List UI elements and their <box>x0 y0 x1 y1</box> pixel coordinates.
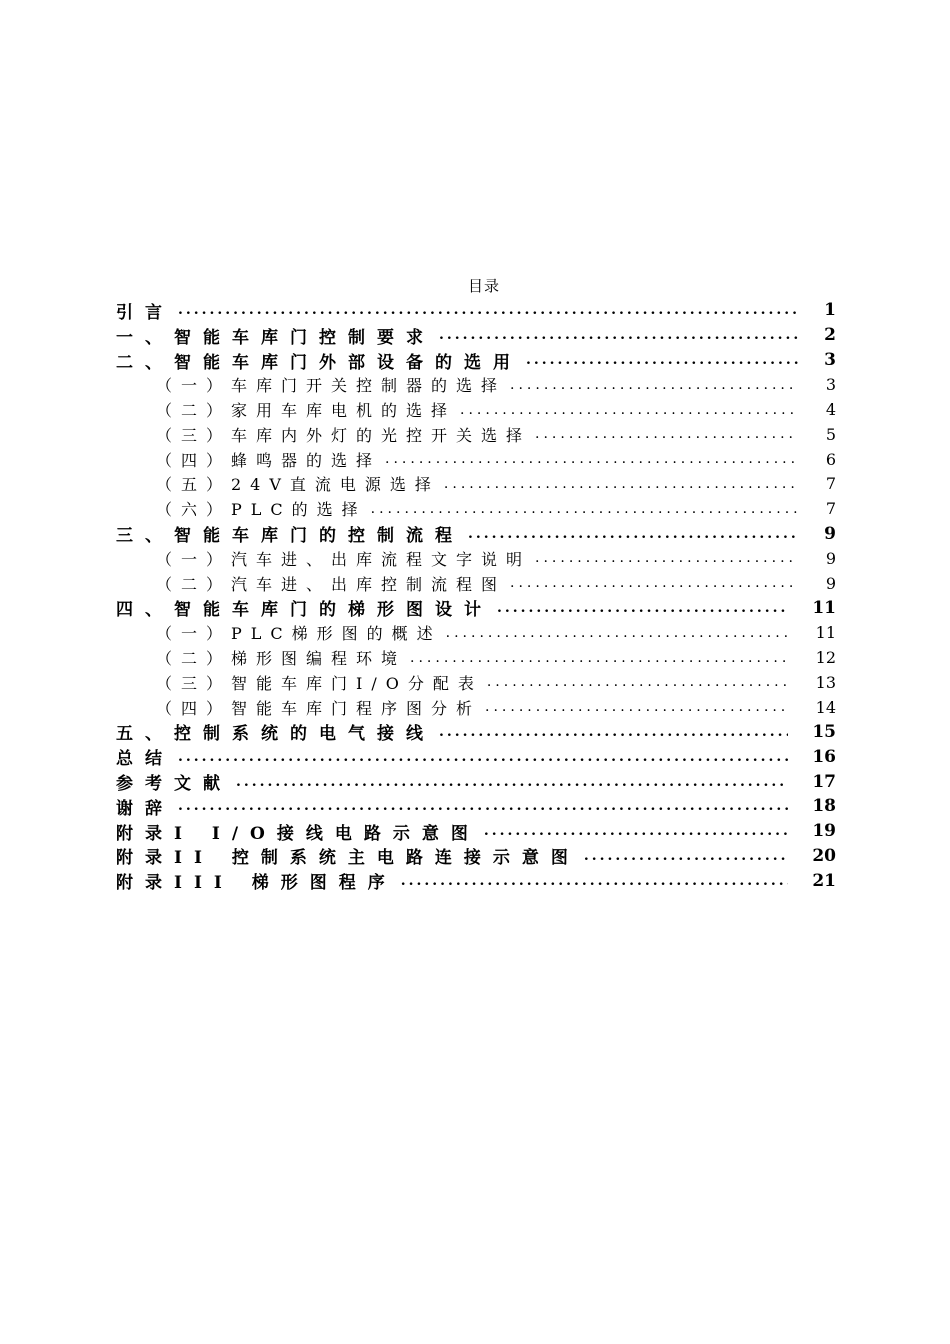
toc-entry-text: （一）PLC梯形图的概述 <box>156 624 442 644</box>
toc-page-number: 4 <box>825 400 836 420</box>
toc-page-number: 5 <box>825 424 836 444</box>
dot-leader <box>371 501 798 517</box>
toc-entry[interactable] <box>116 472 836 497</box>
dot-leader <box>236 774 788 790</box>
dot-leader <box>444 476 798 492</box>
toc-title: 目录 <box>467 277 500 295</box>
toc-entry[interactable] <box>116 348 836 373</box>
toc-entry-text: （三）智能车库门I/O分配表 <box>156 673 483 693</box>
toc-entry-text: （四）蜂鸣器的选择 <box>156 450 382 470</box>
dot-leader <box>487 674 788 690</box>
toc-page-number: 14 <box>815 697 836 717</box>
toc-page-number: 7 <box>825 474 836 494</box>
table-of-contents <box>116 298 836 893</box>
toc-entry[interactable] <box>116 323 836 348</box>
toc-entry-text: 四、智能车库门的梯形图设计 <box>116 600 493 621</box>
dot-leader <box>484 823 788 839</box>
toc-entry-text: （四）智能车库门程序图分析 <box>156 698 482 718</box>
toc-entry-text: 附录II 控制系统主电路连接示意图 <box>116 848 580 869</box>
toc-entry[interactable] <box>116 596 836 621</box>
toc-page-number: 21 <box>812 870 836 891</box>
dot-leader <box>535 426 798 442</box>
toc-entry[interactable] <box>116 298 836 323</box>
toc-entry[interactable] <box>116 819 836 844</box>
dot-leader <box>446 625 788 641</box>
toc-entry[interactable] <box>116 720 836 745</box>
toc-entry-text: 附录III 梯形图程序 <box>116 873 397 894</box>
toc-entry-text: 一、智能车库门控制要求 <box>116 327 435 348</box>
toc-entry[interactable] <box>116 645 836 670</box>
dot-leader <box>460 402 798 418</box>
toc-page-number: 3 <box>824 349 836 370</box>
dot-leader <box>584 848 788 864</box>
dot-leader <box>178 798 788 814</box>
toc-entry[interactable] <box>116 868 836 893</box>
toc-entry-text: （二）梯形图编程环境 <box>156 649 407 669</box>
toc-entry-text: （一）车库门开关控制器的选择 <box>156 376 507 396</box>
toc-page-number: 11 <box>815 623 836 643</box>
toc-entry-text: 五、控制系统的电气接线 <box>116 724 435 745</box>
toc-entry[interactable] <box>116 521 836 546</box>
toc-page-number: 19 <box>812 821 836 842</box>
toc-entry[interactable] <box>116 571 836 596</box>
toc-page-number: 2 <box>824 325 836 346</box>
toc-page-number: 9 <box>825 548 836 568</box>
dot-leader <box>439 724 788 740</box>
toc-entry-text: 附录I I/O接线电路示意图 <box>116 823 480 844</box>
dot-leader <box>497 600 788 616</box>
dot-leader <box>535 550 798 566</box>
toc-page-number: 1 <box>824 300 836 321</box>
toc-entry[interactable] <box>116 397 836 422</box>
toc-entry-text: （二）汽车进、出库控制流程图 <box>156 574 507 594</box>
dot-leader <box>485 699 788 715</box>
toc-entry-text: 参考文献 <box>116 774 232 795</box>
toc-page-number: 9 <box>825 573 836 593</box>
toc-entry-text: 二、智能车库门外部设备的选用 <box>116 352 522 373</box>
dot-leader <box>468 526 798 542</box>
dot-leader <box>178 302 798 318</box>
toc-entry[interactable] <box>116 794 836 819</box>
toc-entry-text: 谢辞 <box>116 798 174 819</box>
toc-entry-text: （五）24V直流电源选择 <box>156 475 440 495</box>
toc-page-number: 11 <box>812 597 836 618</box>
toc-page-number: 9 <box>824 523 836 544</box>
toc-entry[interactable] <box>116 447 836 472</box>
toc-entry[interactable] <box>116 695 836 720</box>
toc-entry-text: （一）汽车进、出库流程文字说明 <box>156 549 532 569</box>
dot-leader <box>439 327 798 343</box>
toc-entry[interactable] <box>116 546 836 571</box>
toc-entry-text: 引言 <box>116 302 174 323</box>
toc-entry-text: （三）车库内外灯的光控开关选择 <box>156 425 532 445</box>
toc-entry[interactable] <box>116 496 836 521</box>
toc-entry[interactable] <box>116 670 836 695</box>
toc-entry-text: （二）家用车库电机的选择 <box>156 401 457 421</box>
toc-page-number: 17 <box>812 771 836 792</box>
toc-page-number: 6 <box>825 449 836 469</box>
toc-entry-text: 总结 <box>116 749 174 770</box>
dot-leader <box>385 451 798 467</box>
toc-entry[interactable] <box>116 744 836 769</box>
toc-page-number: 16 <box>812 746 836 767</box>
toc-page-number: 13 <box>815 672 836 692</box>
dot-leader <box>401 873 788 889</box>
toc-page-number: 18 <box>812 796 836 817</box>
dot-leader <box>510 575 798 591</box>
toc-entry[interactable] <box>116 620 836 645</box>
toc-page-number: 12 <box>815 648 836 668</box>
toc-page-number: 20 <box>812 845 836 866</box>
dot-leader <box>526 352 798 368</box>
dot-leader <box>178 749 788 765</box>
dot-leader <box>410 650 788 666</box>
toc-entry-text: 三、智能车库门的控制流程 <box>116 526 464 547</box>
dot-leader <box>510 377 798 393</box>
toc-entry[interactable] <box>116 422 836 447</box>
toc-entry[interactable] <box>116 844 836 869</box>
toc-entry-text: （六）PLC的选择 <box>156 500 367 520</box>
toc-page-number: 3 <box>825 375 836 395</box>
toc-page-number: 7 <box>825 499 836 519</box>
toc-page-number: 15 <box>812 721 836 742</box>
toc-entry[interactable] <box>116 372 836 397</box>
toc-entry[interactable] <box>116 769 836 794</box>
